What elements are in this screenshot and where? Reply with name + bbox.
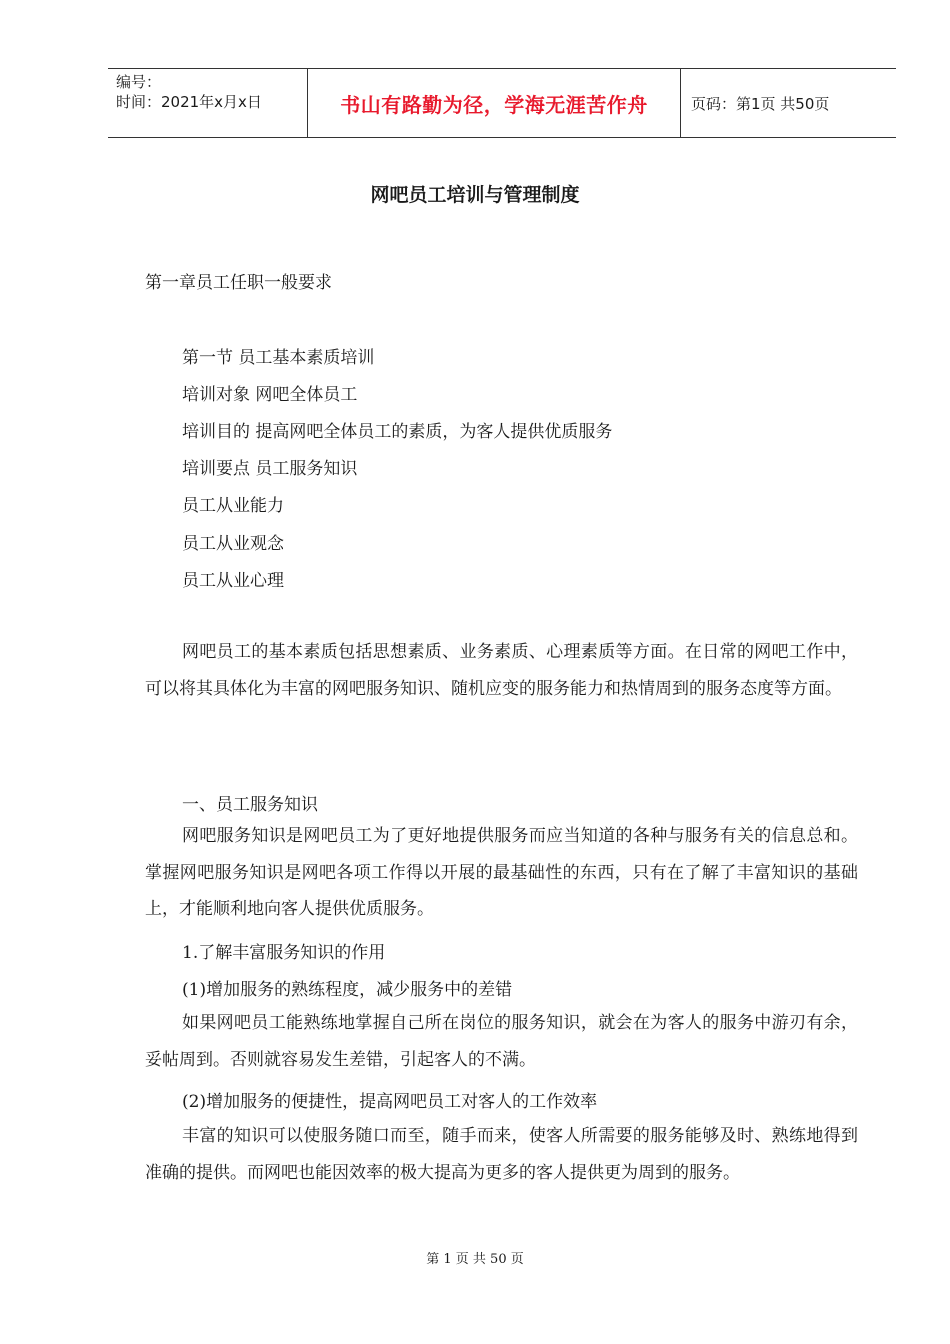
header-table (108, 68, 896, 138)
training-purpose: 培训目的 提高网吧全体员工的素质，为客人提供优质服务 (182, 422, 613, 442)
training-target: 培训对象 网吧全体员工 (182, 385, 358, 405)
header-info-cell (108, 69, 308, 137)
section-heading: 第一节 员工基本素质培训 (182, 348, 375, 368)
body-paragraph: 网吧服务知识是网吧员工为了更好地提供服务而应当知道的各种与服务有关的信息总和。掌握网吧服务知识是网吧各项工作得以开展的最基础性的东西，只有在了解了丰富知识的基础上，才能顺利地向客人提供优质服务。 (145, 826, 858, 919)
training-item: 员工从业心理 (182, 571, 284, 591)
document-title: 网吧员工培训与管理制度 (370, 184, 580, 206)
subheading: 1.了解丰富服务知识的作用 (182, 943, 386, 963)
subheading: (1)增加服务的熟练程度，减少服务中的差错 (182, 980, 513, 1000)
page-footer: 第 1 页 共 50 页 (426, 1252, 524, 1267)
part-heading: 一、员工服务知识 (182, 795, 318, 815)
intro-paragraph: 网吧员工的基本素质包括思想素质、业务素质、心理素质等方面。在日常的网吧工作中，可以将其具体化为丰富的网吧服务知识、随机应变的服务能力和热情周到的服务态度等方面。 (145, 642, 858, 699)
header-motto: 书山有路勤为径，学海无涯苦作舟 (308, 69, 681, 137)
number-label: 编号： (116, 73, 162, 91)
training-item: 员工从业能力 (182, 496, 284, 516)
header-page-info: 页码：第1页 共50页 (691, 94, 830, 113)
body-paragraph: 丰富的知识可以使服务随口而至，随手而来，使客人所需要的服务能够及时、熟练地得到准确的提供。而网吧也能因效率的极大提高为更多的客人提供更为周到的服务。 (145, 1126, 858, 1183)
chapter-heading: 第一章员工任职一般要求 (145, 273, 332, 293)
training-item: 员工从业观念 (182, 534, 284, 554)
training-points: 培训要点 员工服务知识 (182, 459, 358, 479)
body-paragraph: 如果网吧员工能熟练地掌握自己所在岗位的服务知识，就会在为客人的服务中游刃有余，妥帖周到。否则就容易发生差错，引起客人的不满。 (145, 1013, 858, 1070)
time-label: 时间：2021年x月x日 (116, 93, 262, 111)
subheading: (2)增加服务的便捷性，提高网吧员工对客人的工作效率 (182, 1092, 598, 1112)
